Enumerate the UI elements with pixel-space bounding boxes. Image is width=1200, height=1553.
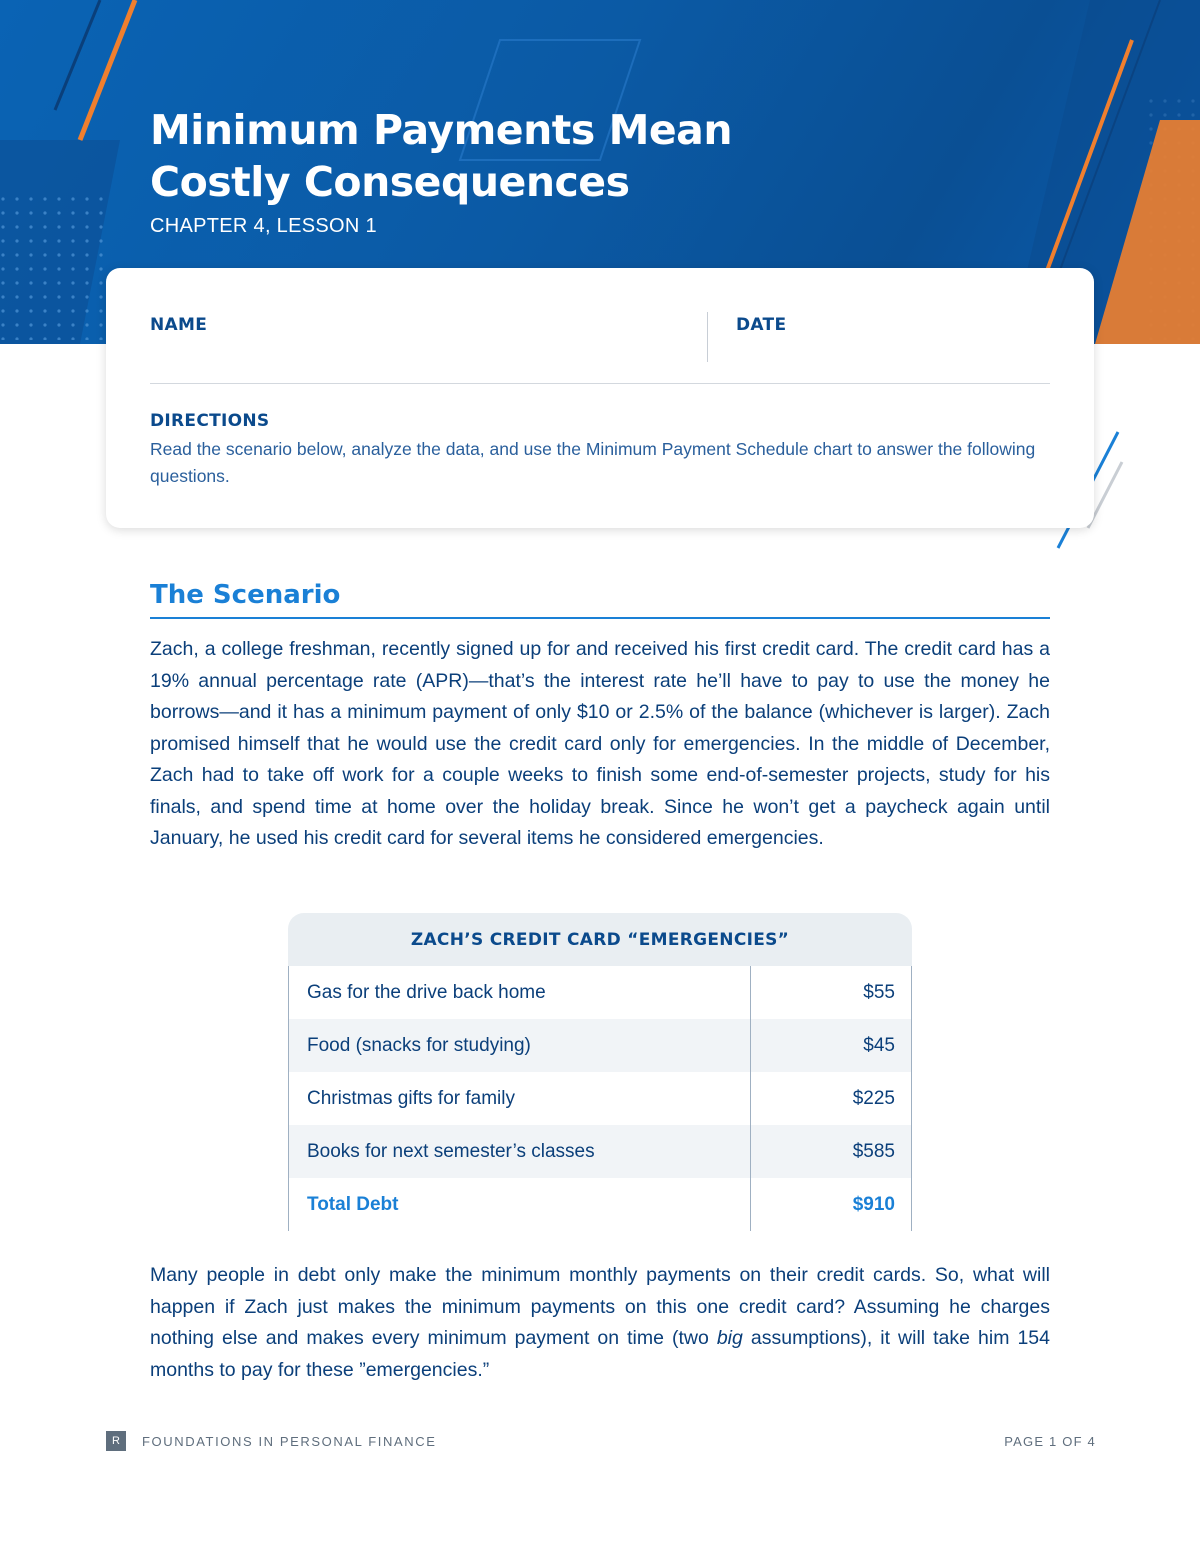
closing-emphasis: big [716, 1327, 743, 1349]
name-label: NAME [150, 315, 208, 335]
row-amount: $45 [863, 1034, 895, 1056]
table-row [289, 1072, 911, 1125]
table-row [289, 1019, 911, 1072]
total-label: Total Debt [289, 1178, 751, 1231]
field-divider [707, 312, 708, 362]
total-amount: $910 [852, 1193, 895, 1215]
row-item: Food (snacks for studying) [289, 1019, 751, 1072]
table-total-row [289, 1178, 911, 1231]
row-amount: $55 [863, 981, 895, 1003]
date-label: DATE [736, 315, 787, 335]
row-item: Books for next semester’s classes [289, 1125, 751, 1178]
table-body [288, 966, 912, 1231]
page-title [150, 104, 732, 208]
closing-text-2: assumptions), it will take him 154 months to pay for these ”emergencies.” [150, 1327, 1050, 1381]
page-number: PAGE 1 OF 4 [1004, 1434, 1096, 1449]
scenario-paragraph: Zach, a college freshman, recently signed up for and received his first credit card. The credit card has a 19% annual percentage rate (APR)—that’s the interest rate he’ll have to pay to use the money he borrows—and it has a minimum payment of only $10 or 2.5% of the balance (whichever is larger). Zach promised himself that he would use the credit card only for emergencies. In the middle of December, Zach had to take off work for a couple weeks to finish some end-of-semester projects, study for his finals, and spend time at home over the holiday break. Since he won’t get a paycheck again until January, he used his credit card for several items he considered emergencies. [150, 638, 1050, 849]
title-line-2: Costly Consequences [150, 158, 630, 206]
row-amount: $585 [852, 1140, 895, 1162]
table-title: ZACH’S CREDIT CARD “EMERGENCIES” [288, 913, 912, 966]
directions-label: DIRECTIONS [150, 411, 270, 431]
emergencies-table [288, 913, 912, 1231]
chapter-subtitle: CHAPTER 4, LESSON 1 [150, 215, 377, 237]
directions-text: Read the scenario below, analyze the data, and use the Minimum Payment Schedule chart to answer the following questions. [150, 439, 1036, 486]
row-item: Gas for the drive back home [289, 966, 751, 1019]
closing-text-1: Many people in debt only make the minimum monthly payments on their credit cards. So, what will happen if Zach just makes the minimum payments on this one credit card? Assuming he charges nothing else and makes every minimum payment on time (two [150, 1264, 1050, 1349]
scenario-title: The Scenario [150, 580, 341, 610]
closing-paragraph [150, 1260, 1050, 1386]
table-row [289, 1125, 911, 1178]
card-divider [150, 383, 1050, 384]
scenario-rule [150, 617, 1050, 619]
row-item: Christmas gifts for family [289, 1072, 751, 1125]
ramsey-logo-icon: R [106, 1431, 126, 1451]
footer-course-name: FOUNDATIONS IN PERSONAL FINANCE [142, 1434, 437, 1449]
info-card [106, 268, 1094, 528]
table-row [289, 966, 911, 1019]
row-amount: $225 [852, 1087, 895, 1109]
title-line-1: Minimum Payments Mean [150, 106, 733, 154]
